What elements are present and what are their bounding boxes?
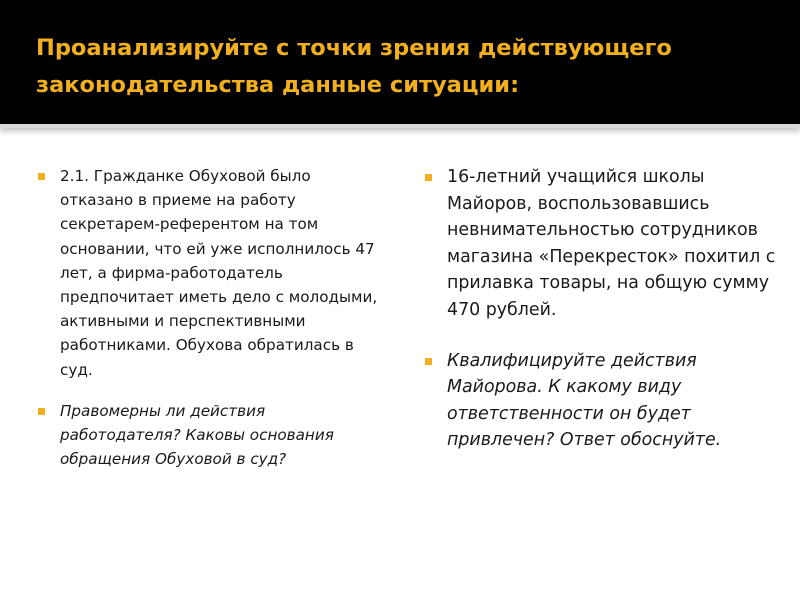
title-bar xyxy=(0,0,800,128)
left-column xyxy=(38,164,383,471)
left-question-paragraph xyxy=(38,399,383,472)
right-case-paragraph xyxy=(425,164,785,324)
bullet-square-icon xyxy=(38,408,45,415)
left-question-text: Правомерны ли действия работодателя? Каковы основания обращения Обуховой в суд? xyxy=(60,401,334,469)
left-case-text: 2.1. Гражданке Обуховой было отказано в приеме на работу секретарем-референтом на том основании, что ей уже исполнилось 47 лет, а фирма-работодатель предпочитает иметь дело с молодыми, активными и перспективными работниками. Обухова обратилась в суд. xyxy=(60,167,378,379)
right-question-text: Квалифицируйте действия Майорова. К какому виду ответственности он будет привлечен? Ответ обоснуйте. xyxy=(447,350,722,451)
left-case-paragraph xyxy=(38,164,383,382)
right-column xyxy=(425,164,785,454)
right-case-text: 16-летний учащийся школы Майоров, воспользовавшись невнимательностью сотрудников магазина «Перекресток» похитил с прилавка товары, на общую сумму 470 рублей. xyxy=(447,167,776,320)
bullet-square-icon xyxy=(425,358,432,365)
bullet-square-icon xyxy=(425,174,432,181)
bullet-square-icon xyxy=(38,173,45,180)
right-question-paragraph xyxy=(425,348,785,454)
slide-title: Проанализируйте с точки зрения действующего законодательства данные ситуации: xyxy=(36,35,672,98)
